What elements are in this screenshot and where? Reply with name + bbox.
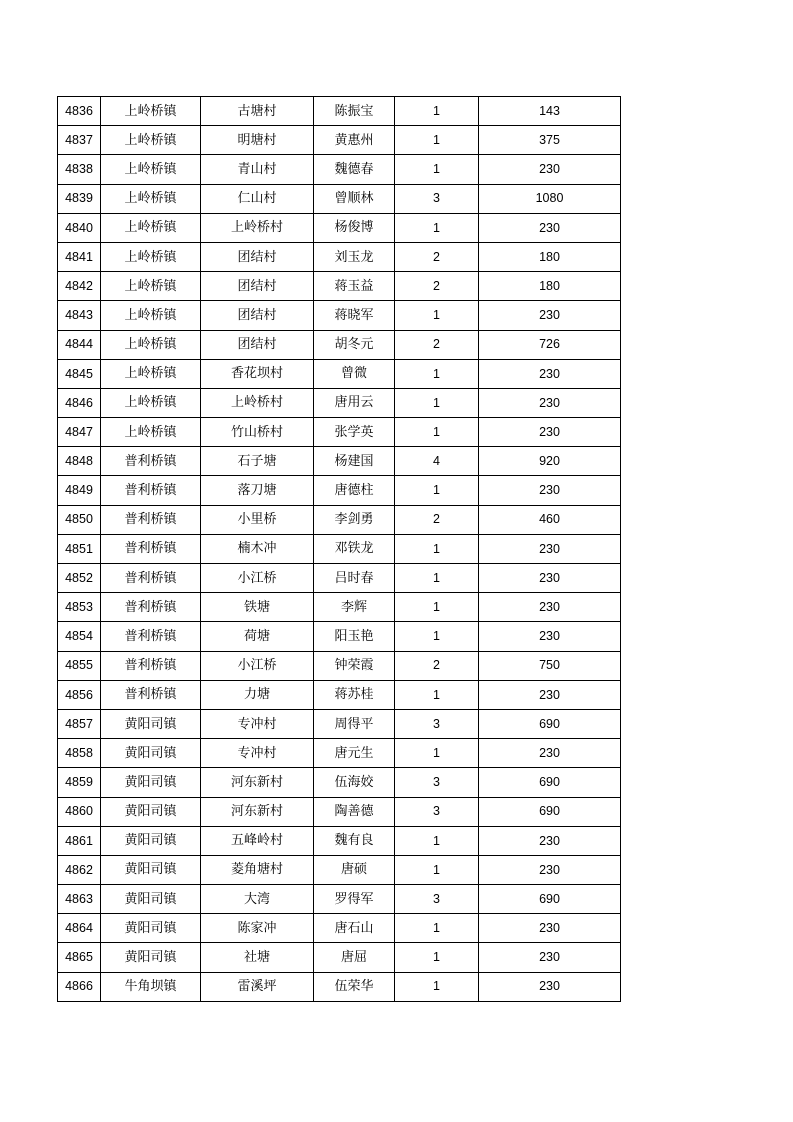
amount-cell: 690 [479,709,621,738]
village-cell: 落刀塘 [201,476,314,505]
person-name-cell: 曾顺林 [314,184,395,213]
person-name-cell: 钟荣霞 [314,651,395,680]
count-cell: 1 [395,126,479,155]
row-number: 4852 [58,564,101,593]
row-number: 4850 [58,505,101,534]
amount-cell: 375 [479,126,621,155]
count-cell: 1 [395,593,479,622]
amount-cell: 180 [479,242,621,271]
town-cell: 普利桥镇 [101,680,201,709]
table-row [58,651,621,680]
count-cell: 2 [395,505,479,534]
person-name-cell: 周得平 [314,709,395,738]
town-cell: 普利桥镇 [101,505,201,534]
person-name-cell: 魏德春 [314,155,395,184]
person-name-cell: 刘玉龙 [314,242,395,271]
town-cell: 上岭桥镇 [101,330,201,359]
person-name-cell: 唐硕 [314,855,395,884]
count-cell: 1 [395,301,479,330]
amount-cell: 230 [479,388,621,417]
town-cell: 上岭桥镇 [101,213,201,242]
village-cell: 团结村 [201,272,314,301]
person-name-cell: 蒋玉益 [314,272,395,301]
amount-cell: 230 [479,534,621,563]
table-row [58,213,621,242]
table-row [58,272,621,301]
row-number: 4840 [58,213,101,242]
person-name-cell: 黄惠州 [314,126,395,155]
town-cell: 上岭桥镇 [101,155,201,184]
count-cell: 3 [395,768,479,797]
person-name-cell: 杨建国 [314,447,395,476]
amount-cell: 460 [479,505,621,534]
village-cell: 五峰岭村 [201,826,314,855]
village-cell: 力塘 [201,680,314,709]
person-name-cell: 杨俊博 [314,213,395,242]
amount-cell: 230 [479,476,621,505]
town-cell: 上岭桥镇 [101,272,201,301]
row-number: 4844 [58,330,101,359]
person-name-cell: 李辉 [314,593,395,622]
amount-cell: 230 [479,418,621,447]
row-number: 4843 [58,301,101,330]
person-name-cell: 邓铁龙 [314,534,395,563]
person-name-cell: 伍海姣 [314,768,395,797]
village-cell: 河东新村 [201,768,314,797]
town-cell: 上岭桥镇 [101,388,201,417]
row-number: 4859 [58,768,101,797]
count-cell: 1 [395,534,479,563]
town-cell: 普利桥镇 [101,476,201,505]
row-number: 4854 [58,622,101,651]
table-row [58,330,621,359]
town-cell: 上岭桥镇 [101,97,201,126]
amount-cell: 690 [479,768,621,797]
row-number: 4849 [58,476,101,505]
count-cell: 3 [395,797,479,826]
person-name-cell: 张学英 [314,418,395,447]
village-cell: 专冲村 [201,739,314,768]
person-name-cell: 陶善德 [314,797,395,826]
count-cell: 1 [395,418,479,447]
amount-cell: 690 [479,797,621,826]
row-number: 4846 [58,388,101,417]
amount-cell: 1080 [479,184,621,213]
village-cell: 小江桥 [201,564,314,593]
person-name-cell: 唐石山 [314,914,395,943]
town-cell: 上岭桥镇 [101,184,201,213]
row-number: 4836 [58,97,101,126]
count-cell: 1 [395,622,479,651]
count-cell: 1 [395,476,479,505]
count-cell: 1 [395,943,479,972]
count-cell: 1 [395,855,479,884]
row-number: 4863 [58,885,101,914]
row-number: 4841 [58,242,101,271]
amount-cell: 230 [479,359,621,388]
person-name-cell: 陈振宝 [314,97,395,126]
village-cell: 上岭桥村 [201,213,314,242]
village-cell: 团结村 [201,301,314,330]
town-cell: 黄阳司镇 [101,826,201,855]
count-cell: 2 [395,651,479,680]
amount-cell: 230 [479,564,621,593]
count-cell: 2 [395,330,479,359]
person-name-cell: 李剑勇 [314,505,395,534]
amount-cell: 230 [479,622,621,651]
row-number: 4839 [58,184,101,213]
table-row [58,826,621,855]
row-number: 4838 [58,155,101,184]
row-number: 4845 [58,359,101,388]
table-row [58,476,621,505]
town-cell: 普利桥镇 [101,593,201,622]
count-cell: 1 [395,914,479,943]
row-number: 4864 [58,914,101,943]
count-cell: 1 [395,388,479,417]
amount-cell: 230 [479,593,621,622]
amount-cell: 230 [479,739,621,768]
town-cell: 黄阳司镇 [101,855,201,884]
village-cell: 楠木冲 [201,534,314,563]
table-row [58,622,621,651]
table-row [58,184,621,213]
person-name-cell: 唐屈 [314,943,395,972]
town-cell: 上岭桥镇 [101,359,201,388]
table-row [58,242,621,271]
person-name-cell: 胡冬元 [314,330,395,359]
village-cell: 上岭桥村 [201,388,314,417]
table-row [58,359,621,388]
table-row [58,709,621,738]
person-name-cell: 伍荣华 [314,972,395,1001]
row-number: 4848 [58,447,101,476]
row-number: 4837 [58,126,101,155]
row-number: 4862 [58,855,101,884]
amount-cell: 230 [479,213,621,242]
person-name-cell: 阳玉艳 [314,622,395,651]
amount-cell: 180 [479,272,621,301]
count-cell: 1 [395,739,479,768]
person-name-cell: 唐德柱 [314,476,395,505]
row-number: 4865 [58,943,101,972]
person-name-cell: 吕时春 [314,564,395,593]
table-row [58,564,621,593]
row-number: 4851 [58,534,101,563]
count-cell: 1 [395,564,479,593]
amount-cell: 230 [479,943,621,972]
town-cell: 黄阳司镇 [101,709,201,738]
count-cell: 4 [395,447,479,476]
town-cell: 上岭桥镇 [101,126,201,155]
village-cell: 古塘村 [201,97,314,126]
table-row [58,593,621,622]
row-number: 4853 [58,593,101,622]
count-cell: 3 [395,885,479,914]
count-cell: 3 [395,184,479,213]
amount-cell: 230 [479,680,621,709]
row-number: 4866 [58,972,101,1001]
village-cell: 仁山村 [201,184,314,213]
town-cell: 普利桥镇 [101,564,201,593]
person-name-cell: 魏有良 [314,826,395,855]
count-cell: 1 [395,155,479,184]
person-name-cell: 罗得军 [314,885,395,914]
count-cell: 2 [395,272,479,301]
count-cell: 3 [395,709,479,738]
table-row [58,505,621,534]
amount-cell: 920 [479,447,621,476]
town-cell: 上岭桥镇 [101,242,201,271]
table-row [58,885,621,914]
town-cell: 上岭桥镇 [101,418,201,447]
village-cell: 香花坝村 [201,359,314,388]
table-row [58,943,621,972]
village-cell: 团结村 [201,330,314,359]
table-row [58,418,621,447]
person-name-cell: 蒋苏桂 [314,680,395,709]
town-cell: 黄阳司镇 [101,739,201,768]
table-row [58,739,621,768]
village-cell: 铁塘 [201,593,314,622]
town-cell: 黄阳司镇 [101,943,201,972]
table-row [58,768,621,797]
count-cell: 1 [395,680,479,709]
village-cell: 荷塘 [201,622,314,651]
count-cell: 1 [395,826,479,855]
town-cell: 黄阳司镇 [101,797,201,826]
table-row [58,534,621,563]
village-cell: 雷溪坪 [201,972,314,1001]
table-row [58,155,621,184]
village-cell: 河东新村 [201,797,314,826]
person-name-cell: 蒋晓军 [314,301,395,330]
count-cell: 2 [395,242,479,271]
table-body [58,97,621,1002]
row-number: 4847 [58,418,101,447]
village-cell: 社塘 [201,943,314,972]
table-row [58,855,621,884]
table-row [58,126,621,155]
village-cell: 小里桥 [201,505,314,534]
town-cell: 黄阳司镇 [101,885,201,914]
amount-cell: 690 [479,885,621,914]
table-row [58,797,621,826]
table-row [58,97,621,126]
town-cell: 黄阳司镇 [101,768,201,797]
town-cell: 普利桥镇 [101,622,201,651]
village-cell: 团结村 [201,242,314,271]
count-cell: 1 [395,213,479,242]
town-cell: 普利桥镇 [101,447,201,476]
village-cell: 石子塘 [201,447,314,476]
count-cell: 1 [395,359,479,388]
town-cell: 黄阳司镇 [101,914,201,943]
table-row [58,972,621,1001]
table-row [58,914,621,943]
row-number: 4861 [58,826,101,855]
village-cell: 竹山桥村 [201,418,314,447]
village-cell: 专冲村 [201,709,314,738]
village-cell: 青山村 [201,155,314,184]
person-name-cell: 唐用云 [314,388,395,417]
amount-cell: 750 [479,651,621,680]
amount-cell: 230 [479,972,621,1001]
person-name-cell: 唐元生 [314,739,395,768]
row-number: 4858 [58,739,101,768]
village-cell: 大湾 [201,885,314,914]
village-cell: 小江桥 [201,651,314,680]
amount-cell: 230 [479,155,621,184]
village-cell: 明塘村 [201,126,314,155]
town-cell: 牛角坝镇 [101,972,201,1001]
amount-cell: 230 [479,855,621,884]
row-number: 4856 [58,680,101,709]
row-number: 4842 [58,272,101,301]
village-cell: 陈家冲 [201,914,314,943]
table-row [58,447,621,476]
amount-cell: 726 [479,330,621,359]
table-row [58,301,621,330]
town-cell: 上岭桥镇 [101,301,201,330]
town-cell: 普利桥镇 [101,534,201,563]
count-cell: 1 [395,972,479,1001]
amount-cell: 230 [479,914,621,943]
table-row [58,388,621,417]
row-number: 4855 [58,651,101,680]
row-number: 4857 [58,709,101,738]
count-cell: 1 [395,97,479,126]
table-row [58,680,621,709]
village-cell: 菱角塘村 [201,855,314,884]
data-table [57,96,621,1002]
amount-cell: 143 [479,97,621,126]
amount-cell: 230 [479,301,621,330]
person-name-cell: 曾微 [314,359,395,388]
amount-cell: 230 [479,826,621,855]
row-number: 4860 [58,797,101,826]
town-cell: 普利桥镇 [101,651,201,680]
